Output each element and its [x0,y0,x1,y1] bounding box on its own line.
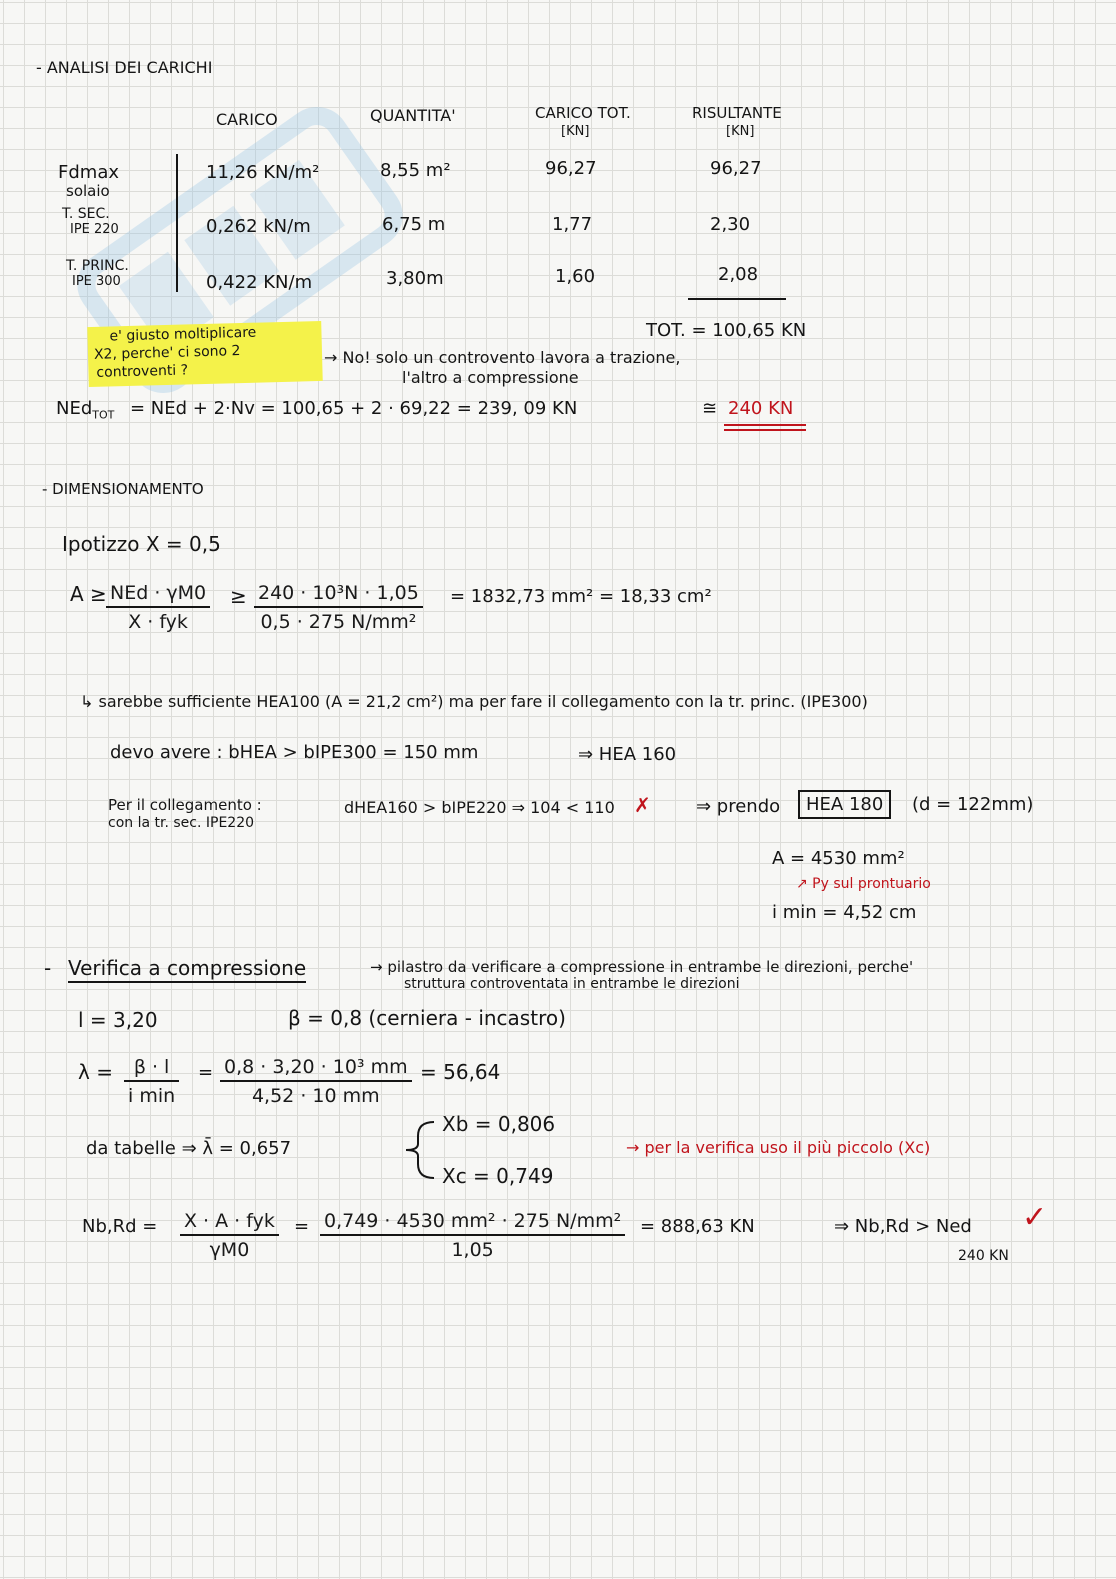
equals-sign: = [294,1216,310,1237]
row-label-tprinc: T. PRINC. [66,258,129,274]
table-cell: 8,55 m² [380,160,451,181]
chosen-profile: HEA 180 [798,790,891,819]
row-sublabel-ipe220: IPE 220 [70,222,119,237]
fraction-denominator: 4,52 · 10 mm [251,1085,380,1107]
collegamento-line-1: Per il collegamento : [108,796,262,814]
arrow-note-2: struttura controventata in entrambe le direzioni [404,976,740,992]
row-label-tsec: T. SEC. [62,206,110,222]
highlight-note [87,321,322,387]
table-cell: 3,80m [386,268,444,289]
sum-rule [688,298,786,300]
ned-expression: = NEd + 2·Nv = 100,65 + 2 · 69,22 = 239, 09 KN [130,398,578,419]
chi-b: Xb = 0,806 [442,1112,556,1136]
col-unit-carico-tot: [KN] [561,124,590,139]
area-substitution [254,582,423,633]
row-label-fdmax: Fdmax [58,162,119,183]
ge-sign: ≥ [230,584,247,608]
table-cell: 2,30 [710,214,751,235]
nb-formula [180,1210,279,1261]
note-line-3: controventi ? [96,362,189,381]
fraction-denominator: i min [128,1085,176,1107]
table-cell: 96,27 [545,158,597,179]
lambda-result: = 56,64 [420,1060,501,1084]
condition-width: devo avere : bHEA > bIPE300 = 150 mm [110,742,479,763]
fraction-denominator: γM0 [209,1239,250,1261]
area-formula [106,582,210,633]
lambda-prefix: λ = [78,1060,113,1084]
chi-c: Xc = 0,749 [442,1164,554,1188]
arrow-note-1: → pilastro da verificare a compressione in entrambe le direzioni, perche' [370,958,914,976]
nb-check: ⇒ Nb,Rd > Ned [834,1216,972,1237]
ned-value-note: 240 KN [958,1248,1009,1264]
section-title-analisi: - ANALISI DEI CARICHI [36,58,213,77]
prop-area: A = 4530 mm² [772,848,905,869]
area-prefix: A ≥ [70,582,107,606]
result-hea160: ⇒ HEA 160 [578,744,677,765]
ned-tot-label [56,398,114,422]
equals-sign: = [198,1062,214,1083]
brace [396,1118,440,1182]
col-unit-risultante: [KN] [726,124,755,139]
table-cell: 0,422 KN/m [206,272,313,293]
prop-i-min: i min = 4,52 cm [772,902,917,923]
watermark-logo [30,40,450,460]
table-cell: 11,26 KN/m² [206,162,320,183]
row-sublabel-solaio: solaio [66,182,110,200]
lambda-formula [124,1056,179,1107]
table-cell: 6,75 m [382,214,446,235]
ned-symbol: NEd [56,398,93,419]
row-sublabel-ipe300: IPE 300 [72,274,121,289]
nb-substitution [320,1210,625,1261]
answer-line-2: l'altro a compressione [402,368,579,387]
length-value: l = 3,20 [78,1008,158,1032]
table-cell: 0,262 kN/m [206,216,311,237]
nb-prefix: Nb,Rd = [82,1216,158,1237]
note-line-2: X2, perche' ci sono 2 [93,343,241,363]
ned-underline-1 [724,424,806,426]
col-header-quantita: QUANTITA' [370,106,456,125]
cross-mark: ✗ [634,793,651,817]
section-title-verifica: Verifica a compressione [68,956,306,983]
ned-result: 240 KN [728,398,794,419]
fraction-numerator: X · A · fyk [180,1210,279,1236]
table-cell: 2,08 [718,264,759,285]
table-vertical-rule [176,154,178,292]
verify-note: → per la verifica uso il più piccolo (Xc) [626,1138,931,1157]
beta-value: β = 0,8 (cerniera - incastro) [288,1006,566,1030]
ned-underline-2 [724,429,806,431]
answer-line-1: → No! solo un controvento lavora a trazione, [324,348,681,367]
note-line-1: e' giusto moltiplicare [109,324,257,345]
prop-note: ↗ Py sul prontuario [796,876,931,892]
section-dash: - [44,956,52,980]
fraction-denominator: 0,5 · 275 N/mm² [260,611,417,633]
condition-depth: dHEA160 > bIPE220 ⇒ 104 < 110 [344,798,615,817]
take-arrow: ⇒ prendo [696,796,781,817]
collegamento-line-2: con la tr. sec. IPE220 [108,815,255,831]
lambda-substitution [220,1056,412,1107]
fraction-numerator: β · l [124,1056,179,1082]
total-value: TOT. = 100,65 KN [646,320,807,341]
area-result: = 1832,73 mm² = 18,33 cm² [450,586,712,607]
fraction-numerator: NEd · γM0 [106,582,210,608]
nb-result: = 888,63 KN [640,1216,755,1237]
fraction-numerator: 0,8 · 3,20 · 10³ mm [220,1056,412,1082]
approx-sign: ≅ [702,398,718,419]
fraction-numerator: 0,749 · 4530 mm² · 275 N/mm² [320,1210,625,1236]
col-header-carico-tot: CARICO TOT. [535,104,631,122]
fraction-numerator: 240 · 10³N · 1,05 [254,582,423,608]
col-header-risultante: RISULTANTE [692,104,782,122]
section-title-dimensionamento: - DIMENSIONAMENTO [42,480,204,498]
check-mark-icon: ✓ [1022,1200,1048,1235]
ned-subscript: TOT [92,408,115,422]
hypothesis: Ipotizzo X = 0,5 [62,532,221,556]
profile-depth: (d = 122mm) [912,794,1034,815]
tables-line: da tabelle ⇒ λ̄ = 0,657 [86,1138,292,1159]
fraction-denominator: X · fyk [128,611,188,633]
fraction-denominator: 1,05 [451,1239,494,1261]
table-cell: 96,27 [710,158,762,179]
col-header-carico: CARICO [216,110,278,129]
note-hea100: ↳ sarebbe sufficiente HEA100 (A = 21,2 cm²) ma per fare il collegamento con la tr. princ. (IPE300) [80,692,868,711]
table-cell: 1,77 [552,214,593,235]
table-cell: 1,60 [555,266,596,287]
